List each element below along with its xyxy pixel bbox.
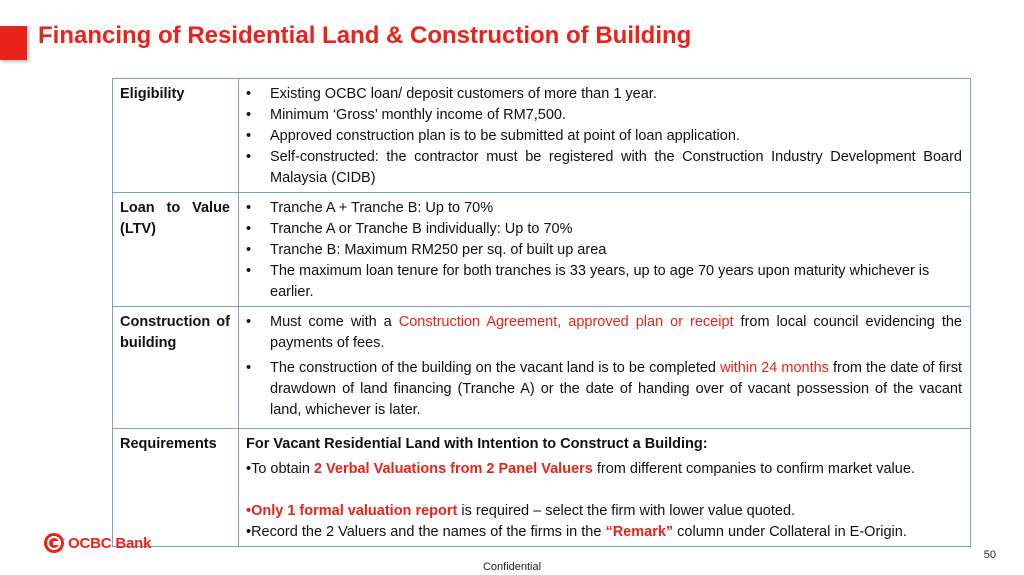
- financing-table: [112, 78, 971, 547]
- text-segment: Must come with a: [270, 314, 399, 330]
- list-item: [246, 312, 962, 354]
- eligibility-list: [246, 84, 962, 189]
- highlight-text: Construction Agreement, approved plan or receipt: [398, 314, 734, 330]
- title-accent-block: [0, 26, 27, 60]
- highlight-text: 2 Verbal Valuations from 2 Panel Valuers: [313, 461, 593, 477]
- text-segment: •To obtain: [246, 461, 314, 477]
- table-row-requirements: [113, 429, 971, 547]
- text-segment: from different companies to confirm market value.: [592, 461, 915, 477]
- requirement-line: [246, 522, 962, 543]
- spacer: [246, 480, 962, 501]
- ltv-list: [246, 198, 962, 303]
- row-content-eligibility: [239, 79, 971, 193]
- confidential-footer: Confidential: [482, 561, 542, 573]
- text-segment: from local council evidencing the payments of fees.: [270, 314, 962, 351]
- table-row-eligibility: [113, 79, 971, 193]
- page-number: 50: [983, 549, 996, 561]
- row-label-requirements: Requirements: [113, 429, 239, 547]
- logo-text: OCBC Bank: [68, 534, 152, 552]
- table-row-ltv: [113, 193, 971, 307]
- ocbc-logo: [44, 533, 151, 553]
- highlight-text: within 24 months: [720, 360, 829, 376]
- slide-title: Financing of Residential Land & Construction of Building: [38, 22, 692, 49]
- list-item: • The maximum loan tenure for both tranches is 33 years, up to age 70 years upon maturity whichever is earlier.: [246, 261, 962, 303]
- list-item: • Tranche B: Maximum RM250 per sq. of built up area: [246, 240, 962, 261]
- table-row-construction: [113, 307, 971, 429]
- text-segment: •Record the 2 Valuers and the names of the firms in the: [246, 524, 606, 540]
- list-item: [246, 358, 962, 421]
- list-item: • Existing OCBC loan/ deposit customers of more than 1 year.: [246, 84, 962, 105]
- text-segment: column under Collateral in E-Origin.: [673, 524, 907, 540]
- text-segment: is required – select the firm with lower value quoted.: [457, 503, 796, 519]
- list-item: • Approved construction plan is to be submitted at point of loan application.: [246, 126, 962, 147]
- row-label-eligibility: Eligibility: [113, 79, 239, 193]
- row-label-construction: Construction of building: [113, 307, 239, 429]
- highlight-text: •Only 1 formal valuation report: [246, 503, 458, 519]
- row-label-ltv: Loan to Value (LTV): [113, 193, 239, 307]
- row-content-ltv: [239, 193, 971, 307]
- text-segment: from the date of first drawdown of land financing (Tranche A) or the date of handing over of vacant possession of the vacant land, whichever is later.: [270, 360, 962, 418]
- row-content-construction: [239, 307, 971, 429]
- highlight-text: “Remark”: [605, 524, 674, 540]
- list-item: • Tranche A or Tranche B individually: Up to 70%: [246, 219, 962, 240]
- requirements-heading: For Vacant Residential Land with Intention to Construct a Building:: [246, 436, 708, 452]
- construction-list: [246, 312, 962, 421]
- list-item: • Tranche A + Tranche B: Up to 70%: [246, 198, 962, 219]
- ocbc-logo-icon: [44, 533, 64, 553]
- list-item: • Minimum ‘Gross’ monthly income of RM7,500.: [246, 105, 962, 126]
- list-item: • Self-constructed: the contractor must be registered with the Construction Industry Development Board Malaysia (CIDB): [246, 147, 962, 189]
- requirement-line: [246, 501, 962, 522]
- requirement-line: [246, 459, 962, 480]
- row-content-requirements: [239, 429, 971, 547]
- text-segment: The construction of the building on the vacant land is to be completed: [270, 360, 721, 376]
